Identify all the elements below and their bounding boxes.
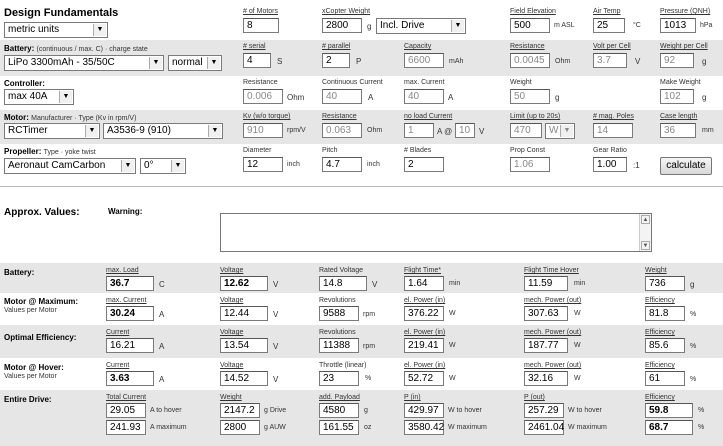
res-eweight1-value: 2147.2 [220,403,260,418]
esc-cont-label: Continuous Current [322,79,383,86]
res-hveff-value: 61 [645,371,685,386]
airtemp-unit: °C [633,22,641,29]
weight-label: xCopter Weight [322,8,371,15]
capacity-unit: mAh [449,58,464,65]
bat-resistance-label: Resistance [510,43,545,50]
res-throttle-value: 23 [319,371,359,386]
res-mmrev-unit: rpm [363,311,376,318]
res-mmpout-label: mech. Power (out) [524,297,582,304]
res-eweight-label: Weight [220,394,242,401]
res-hover-label: Flight Time Hover [524,267,579,274]
esc-weight-label: Weight [510,79,532,86]
noload-unit: A @ [437,127,453,136]
battery-heading: Battery: (continuous / max. C) · charge state [4,44,148,53]
esc-max-unit: A [448,93,454,102]
res-eeff1-unit: % [698,407,705,414]
calculate-button[interactable]: calculate [660,157,712,175]
res-epout2-value: 2461.04 [524,420,564,435]
elevation-label: Field Elevation [510,8,556,15]
pconst-label: Prop Const [510,147,546,154]
parallel-label: # parallel [322,43,351,50]
makeweight-input[interactable]: 102 [660,89,694,104]
twist-select[interactable]: 0° ▼ [140,158,186,174]
res-oprev-value: 11388 [319,338,359,353]
noload-input[interactable]: 1 [404,123,434,138]
result-battery-title: Battery: [4,268,35,277]
res-mmvoltage-label: Voltage [220,297,244,304]
res-payload1-unit: g [364,407,368,414]
scroll-up-icon[interactable]: ▲ [642,217,649,223]
res-opcurrent-unit: A [159,342,165,351]
res-load-label: max. Load [106,267,139,274]
pconst-input[interactable]: 1.06 [510,157,550,172]
result-hover-title: Motor @ Hover: [4,363,64,372]
res-epin2-value: 3580.42 [404,420,444,435]
res-hvpout-label: mech. Power (out) [524,362,582,369]
res-mmcurrent-label: max. Current [106,297,147,304]
res-mmeff-label: Efficiency [645,297,675,304]
res-hvpin-unit: W [449,375,456,382]
weightcell-unit: g [702,57,707,66]
pressure-label: Pressure (QNH) [660,8,711,15]
capacity-label: Capacity [404,43,432,50]
bat-resistance-input[interactable]: 0.0045 [510,53,550,68]
blades-label: # Blades [404,147,432,154]
res-opvoltage-value: 13.54 [220,338,268,353]
res-total2-value: 241.93 [106,420,146,435]
elevation-input[interactable]: 500 [510,18,550,33]
res-hveff-unit: % [690,376,697,383]
res-opcurrent-value: 16.21 [106,338,154,353]
motor-manufacturer-select[interactable]: RCTimer ▼ [4,123,100,139]
res-hvpout-value: 32.16 [524,371,568,386]
blades-input[interactable]: 2 [404,157,444,172]
noload-voltage-input[interactable]: 10 [455,123,475,138]
res-mmvoltage-value: 12.44 [220,306,268,321]
charge-select[interactable]: normal ▼ [168,55,222,71]
res-epout-label: P (out) [524,394,545,401]
parallel-unit: P [356,57,362,66]
res-hvcurrent-value: 3.63 [106,371,154,386]
res-oppout-value: 187.77 [524,338,568,353]
poles-label: # mag. Poles [593,113,634,120]
serial-input[interactable]: 4 [243,53,271,68]
res-hover-value: 11.59 [524,276,568,291]
diameter-label: Diameter [243,147,272,154]
makeweight-label: Make Weight [660,79,701,86]
res-oppin-value: 219.41 [404,338,444,353]
res-bweight-value: 736 [645,276,685,291]
res-eeff-label: Efficiency [645,394,675,401]
divider [0,186,723,187]
res-epin1-unit: W to hover [448,407,482,414]
res-total2-unit: A maximum [150,424,187,431]
res-bvoltage-value: 12.62 [220,276,268,291]
result-motormax-sub: Values per Motor [4,307,57,314]
pitch-input[interactable]: 4.7 [322,157,362,172]
gear-input[interactable]: 1.00 [593,157,627,172]
res-mmrev-label: Revolutions [319,297,356,304]
res-eweight2-value: 2800 [220,420,260,435]
noload-label: no load Current [404,113,453,120]
esc-max-label: max. Current [404,79,445,86]
res-eweight2-unit: g AUW [264,424,286,431]
warning-scrollbar[interactable] [639,214,651,251]
res-payload-label: add. Payload [319,394,360,401]
result-optimal-title: Optimal Efficiency: [4,333,77,342]
gear-unit: :1 [633,161,640,170]
res-epout1-unit: W to hover [568,407,602,414]
res-oprev-label: Revolutions [319,329,356,336]
approx-title: Approx. Values: [4,207,80,218]
voltcell-label: Volt per Cell [593,43,631,50]
res-mmvoltage-unit: V [273,310,279,319]
kv-input[interactable]: 910 [243,123,283,138]
res-rated-value: 14.8 [319,276,367,291]
poles-input[interactable]: 14 [593,123,633,138]
diameter-unit: inch [287,161,300,168]
res-epin1-value: 429.97 [404,403,444,418]
res-payload2-value: 161.55 [319,420,359,435]
motors-label: # of Motors [243,8,279,15]
pitch-unit: inch [367,161,380,168]
res-opvoltage-unit: V [273,342,279,351]
res-load-unit: C [159,280,165,289]
design-title: Design Fundamentals [4,7,119,19]
res-mmpin-unit: W [449,310,456,317]
controller-heading: Controller: [4,79,45,88]
case-input[interactable]: 36 [660,123,696,138]
res-load-value: 36.7 [106,276,154,291]
res-oppout-unit: W [574,342,581,349]
res-oppin-unit: W [449,342,456,349]
res-hvpout-unit: W [574,375,581,382]
esc-resistance-label: Resistance [243,79,278,86]
res-hveff-label: Efficiency [645,362,675,369]
res-mmeff-value: 81.8 [645,306,685,321]
res-epout1-value: 257.29 [524,403,564,418]
pressure-unit: hPa [700,22,713,29]
res-rated-label: Rated Voltage [319,267,363,274]
units-select[interactable]: metric units ▼ [4,22,108,38]
res-flight-unit: min [449,280,461,287]
gear-label: Gear Ratio [593,147,627,154]
res-opeff-label: Efficiency [645,329,675,336]
res-bweight-label: Weight [645,267,667,274]
warning-textarea[interactable] [220,213,652,252]
esc-cont-input[interactable]: 40 [322,89,362,104]
res-hover-unit: min [574,280,586,287]
res-mmrev-value: 9588 [319,306,359,321]
limit-input[interactable]: 470 [510,123,542,138]
res-epin2-unit: W maximum [448,424,487,431]
res-mmpout-unit: W [574,310,581,317]
airtemp-label: Air Temp [593,8,621,15]
res-bvoltage-unit: V [273,280,279,289]
weight-input[interactable]: 2800 [322,18,362,33]
kv-unit: rpm/V [287,127,306,134]
propeller-heading: Propeller: Type · yoke twist [4,147,96,156]
res-flight-value: 1.64 [404,276,444,291]
warning-label: Warning: [108,207,143,216]
voltcell-input[interactable]: 3.7 [593,53,627,68]
propeller-select[interactable]: Aeronaut CamCarbon ▼ [4,158,136,174]
case-label: Case length [660,113,698,120]
weightcell-input[interactable]: 92 [660,53,694,68]
res-eweight1-unit: g Drive [264,407,287,414]
noload-voltage-unit: V [479,127,485,136]
res-throttle-unit: % [365,375,372,382]
res-total1-value: 29.05 [106,403,146,418]
res-hvpin-value: 52.72 [404,371,444,386]
esc-weight-input[interactable]: 50 [510,89,550,104]
elevation-unit: m ASL [554,22,575,29]
res-bvoltage-label: Voltage [220,267,244,274]
airtemp-input[interactable]: 25 [593,18,625,33]
diameter-input[interactable]: 12 [243,157,283,172]
res-oppin-label: el. Power (in) [404,329,446,336]
res-epin-label: P (in) [404,394,421,401]
res-total1-unit: A to hover [150,407,182,414]
res-hvvoltage-label: Voltage [220,362,244,369]
res-mmcurrent-value: 30.24 [106,306,154,321]
res-hvvoltage-value: 14.52 [220,371,268,386]
res-opcurrent-label: Current [106,329,130,336]
res-mmcurrent-unit: A [159,310,165,319]
pitch-label: Pitch [322,147,338,154]
result-motormax-title: Motor @ Maximum: [4,297,79,306]
weightcell-label: Weight per Cell [660,43,708,50]
bat-resistance-unit: Ohm [555,58,571,65]
makeweight-unit: g [702,93,707,102]
drive-select[interactable]: Incl. Drive ▼ [376,18,466,34]
motor-resistance-input[interactable]: 0.063 [322,123,362,138]
res-total-label: Total Current [106,394,147,401]
res-hvcurrent-unit: A [159,375,165,384]
res-eeff1-value: 59.8 [645,403,693,418]
res-mmpin-value: 376.22 [404,306,444,321]
result-hover-sub: Values per Motor [4,373,57,380]
motor-heading: Motor: Manufacturer · Type (Kv in rpm/V) [4,113,137,122]
esc-cont-unit: A [368,93,374,102]
pressure-input[interactable]: 1013 [660,18,696,33]
battery-select[interactable]: LiPo 3300mAh - 35/50C ▼ [4,55,164,71]
limit-label: Limit (up to 20s) [510,113,561,120]
res-eeff2-value: 68.7 [645,420,693,435]
motor-type-select[interactable]: A3536-9 (910) ▼ [103,123,223,139]
res-hvcurrent-label: Current [106,362,130,369]
voltcell-unit: V [635,57,641,66]
esc-resistance-input[interactable]: 0.006 [243,89,283,104]
res-throttle-label: Throttle (linear) [319,362,367,369]
kv-label: Kv (w/o torque) [243,113,291,120]
serial-label: # serial [243,43,266,50]
esc-max-input[interactable]: 40 [404,89,444,104]
res-eeff2-unit: % [698,424,705,431]
res-oprev-unit: rpm [363,343,376,350]
limit-unit-select[interactable]: W ▼ [545,123,575,139]
serial-unit: S [277,57,283,66]
res-payload1-value: 4580 [319,403,359,418]
weight-unit: g [367,22,372,31]
scroll-down-icon[interactable]: ▼ [642,243,649,249]
capacity-input[interactable]: 6600 [404,53,444,68]
esc-resistance-unit: Ohm [287,93,305,102]
res-rated-unit: V [372,280,378,289]
motor-resistance-unit: Ohm [367,127,383,134]
res-payload2-unit: oz [364,424,372,431]
res-flight-label: Flight Time* [404,267,441,274]
res-opvoltage-label: Voltage [220,329,244,336]
controller-select[interactable]: max 40A ▼ [4,89,74,105]
res-opeff-unit: % [690,343,697,350]
res-epout2-unit: W maximum [568,424,607,431]
res-bweight-unit: g [690,280,695,289]
res-hvvoltage-unit: V [273,375,279,384]
res-hvpin-label: el. Power (in) [404,362,446,369]
res-mmeff-unit: % [690,311,697,318]
res-mmpout-value: 307.63 [524,306,568,321]
parallel-input[interactable]: 2 [322,53,350,68]
res-opeff-value: 85.6 [645,338,685,353]
esc-weight-unit: g [555,93,560,102]
result-entire-title: Entire Drive: [4,395,52,404]
res-mmpin-label: el. Power (in) [404,297,446,304]
motors-input[interactable]: 8 [243,18,279,33]
res-oppout-label: mech. Power (out) [524,329,582,336]
case-unit: mm [702,127,714,134]
motor-resistance-label: Resistance [322,113,357,120]
